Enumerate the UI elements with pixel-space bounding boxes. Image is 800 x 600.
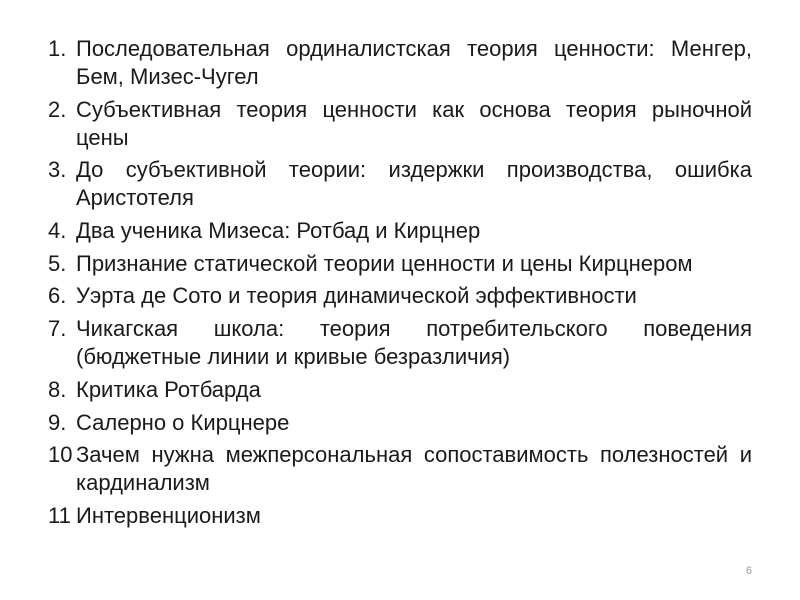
item-text: Интервенционизм	[76, 502, 261, 528]
item-number: 6.	[48, 283, 67, 309]
item-text: Уэрта де Сото и теория динамической эффективности	[76, 283, 637, 309]
item-number: 11	[48, 502, 71, 528]
item-text: Два ученика Мизеса: Ротбад и Кирцнер	[76, 218, 481, 244]
item-text: Последовательная ординалистская теория ценности: Менгер, Бем, Мизес-Чугел	[76, 36, 752, 89]
list-item	[48, 96, 752, 152]
item-text: Салерно о Кирцнере	[76, 409, 290, 435]
list-item	[48, 217, 752, 245]
page-number: 6	[745, 565, 752, 577]
list-item	[48, 441, 752, 497]
item-number: 9.	[48, 409, 67, 435]
item-text: Чикагская школа: теория потребительского поведения (бюджетные линии и кривые безразличия)	[76, 316, 752, 370]
item-number: 3.	[48, 157, 67, 183]
item-number: 2.	[48, 96, 67, 122]
item-number: 5.	[48, 250, 67, 276]
list-item	[48, 409, 752, 437]
item-number: 1.	[48, 36, 67, 61]
list-item	[48, 502, 752, 530]
list-item	[48, 156, 752, 212]
item-number: 7.	[48, 316, 67, 342]
item-number: 4.	[48, 218, 67, 244]
item-text: Признание статической теории ценности и цены Кирцнером	[76, 250, 693, 276]
item-number: 10	[48, 442, 73, 468]
item-text: Субъективная теория ценности как основа теория рыночной цены	[76, 96, 752, 150]
item-text: До субъективной теории: издержки производства, ошибка Аристотеля	[76, 157, 752, 211]
list-item	[48, 282, 752, 310]
list-item	[48, 250, 752, 278]
agenda-list	[48, 35, 752, 535]
list-item	[48, 35, 752, 91]
list-item	[48, 376, 752, 404]
item-text: Критика Ротбарда	[76, 376, 261, 402]
list-item	[48, 315, 752, 371]
item-text: Зачем нужна межперсональная сопоставимость полезностей и кардинализм	[76, 442, 752, 496]
item-number: 8.	[48, 376, 67, 402]
